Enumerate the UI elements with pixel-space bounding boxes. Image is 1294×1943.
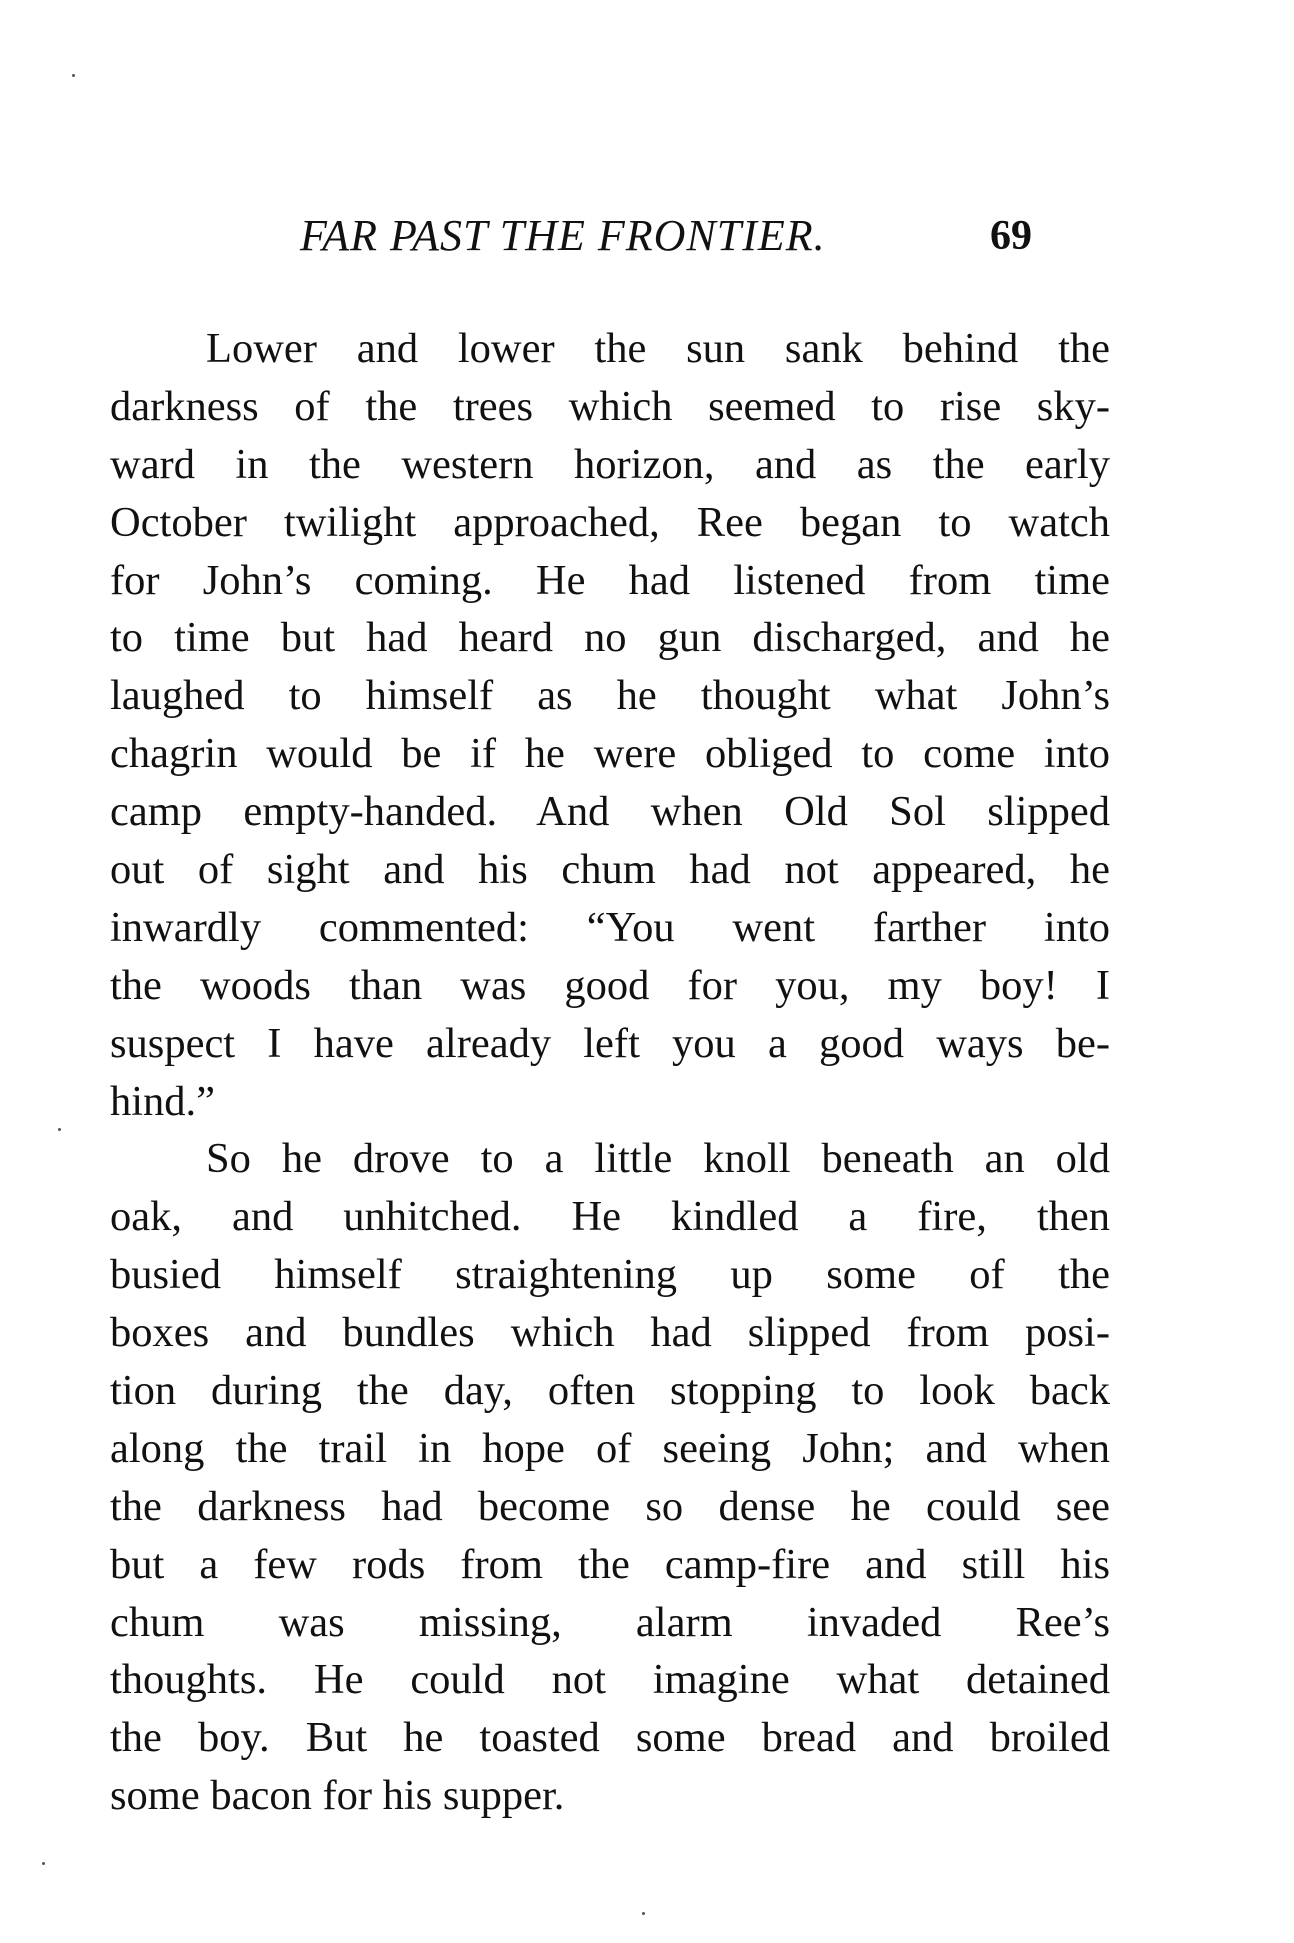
text-line: laughed to himself as he thought what John’s [110,672,1110,720]
text-line: boxes and bundles which had slipped from posi- [110,1309,1110,1357]
text-line: to time but had heard no gun discharged, and he [110,614,1110,662]
text-line: the woods than was good for you, my boy! I [110,961,1110,1009]
print-speck [72,74,75,77]
text-line: Lower and lower the sun sank behind the [206,325,1110,372]
text-line: along the trail in hope of seeing John; and when [110,1424,1110,1472]
running-title: FAR PAST THE FRONTIER. [300,211,826,260]
text-line: oak, and unhitched. He kindled a fire, then [110,1193,1110,1241]
print-speck [58,1128,61,1131]
text-line: darkness of the trees which seemed to rise sky- [110,382,1110,430]
text-line: tion during the day, often stopping to look back [110,1367,1110,1415]
body-text [110,320,1110,1825]
text-line: some bacon for his supper. [110,1772,565,1820]
text-line: hind.” [110,1077,216,1125]
text-line: suspect I have already left you a good ways be- [110,1019,1110,1067]
text-line: ward in the western horizon, and as the early [110,440,1110,488]
text-line: the darkness had become so dense he could see [110,1482,1110,1530]
text-line: chum was missing, alarm invaded Ree’s [110,1598,1110,1646]
text-line: chagrin would be if he were obliged to come into [110,730,1110,778]
text-line: thoughts. He could not imagine what detained [110,1656,1110,1704]
print-speck [642,1912,645,1915]
text-line: but a few rods from the camp-fire and still his [110,1540,1110,1588]
text-line: for John’s coming. He had listened from time [110,556,1110,604]
page-number: 69 [990,213,1032,259]
text-line: So he drove to a little knoll beneath an old [206,1135,1110,1183]
print-speck [42,1862,45,1865]
text-line: inwardly commented: “You went farther into [110,903,1110,951]
text-line: the boy. But he toasted some bread and broiled [110,1714,1110,1762]
running-head [300,208,1120,264]
text-line: busied himself straightening up some of the [110,1251,1110,1299]
paragraph [110,320,1110,1130]
paragraph [110,1130,1110,1825]
text-line: October twilight approached, Ree began to watch [110,498,1110,546]
text-line: out of sight and his chum had not appeared, he [110,846,1110,894]
text-line: camp empty-handed. And when Old Sol slipped [110,788,1110,836]
